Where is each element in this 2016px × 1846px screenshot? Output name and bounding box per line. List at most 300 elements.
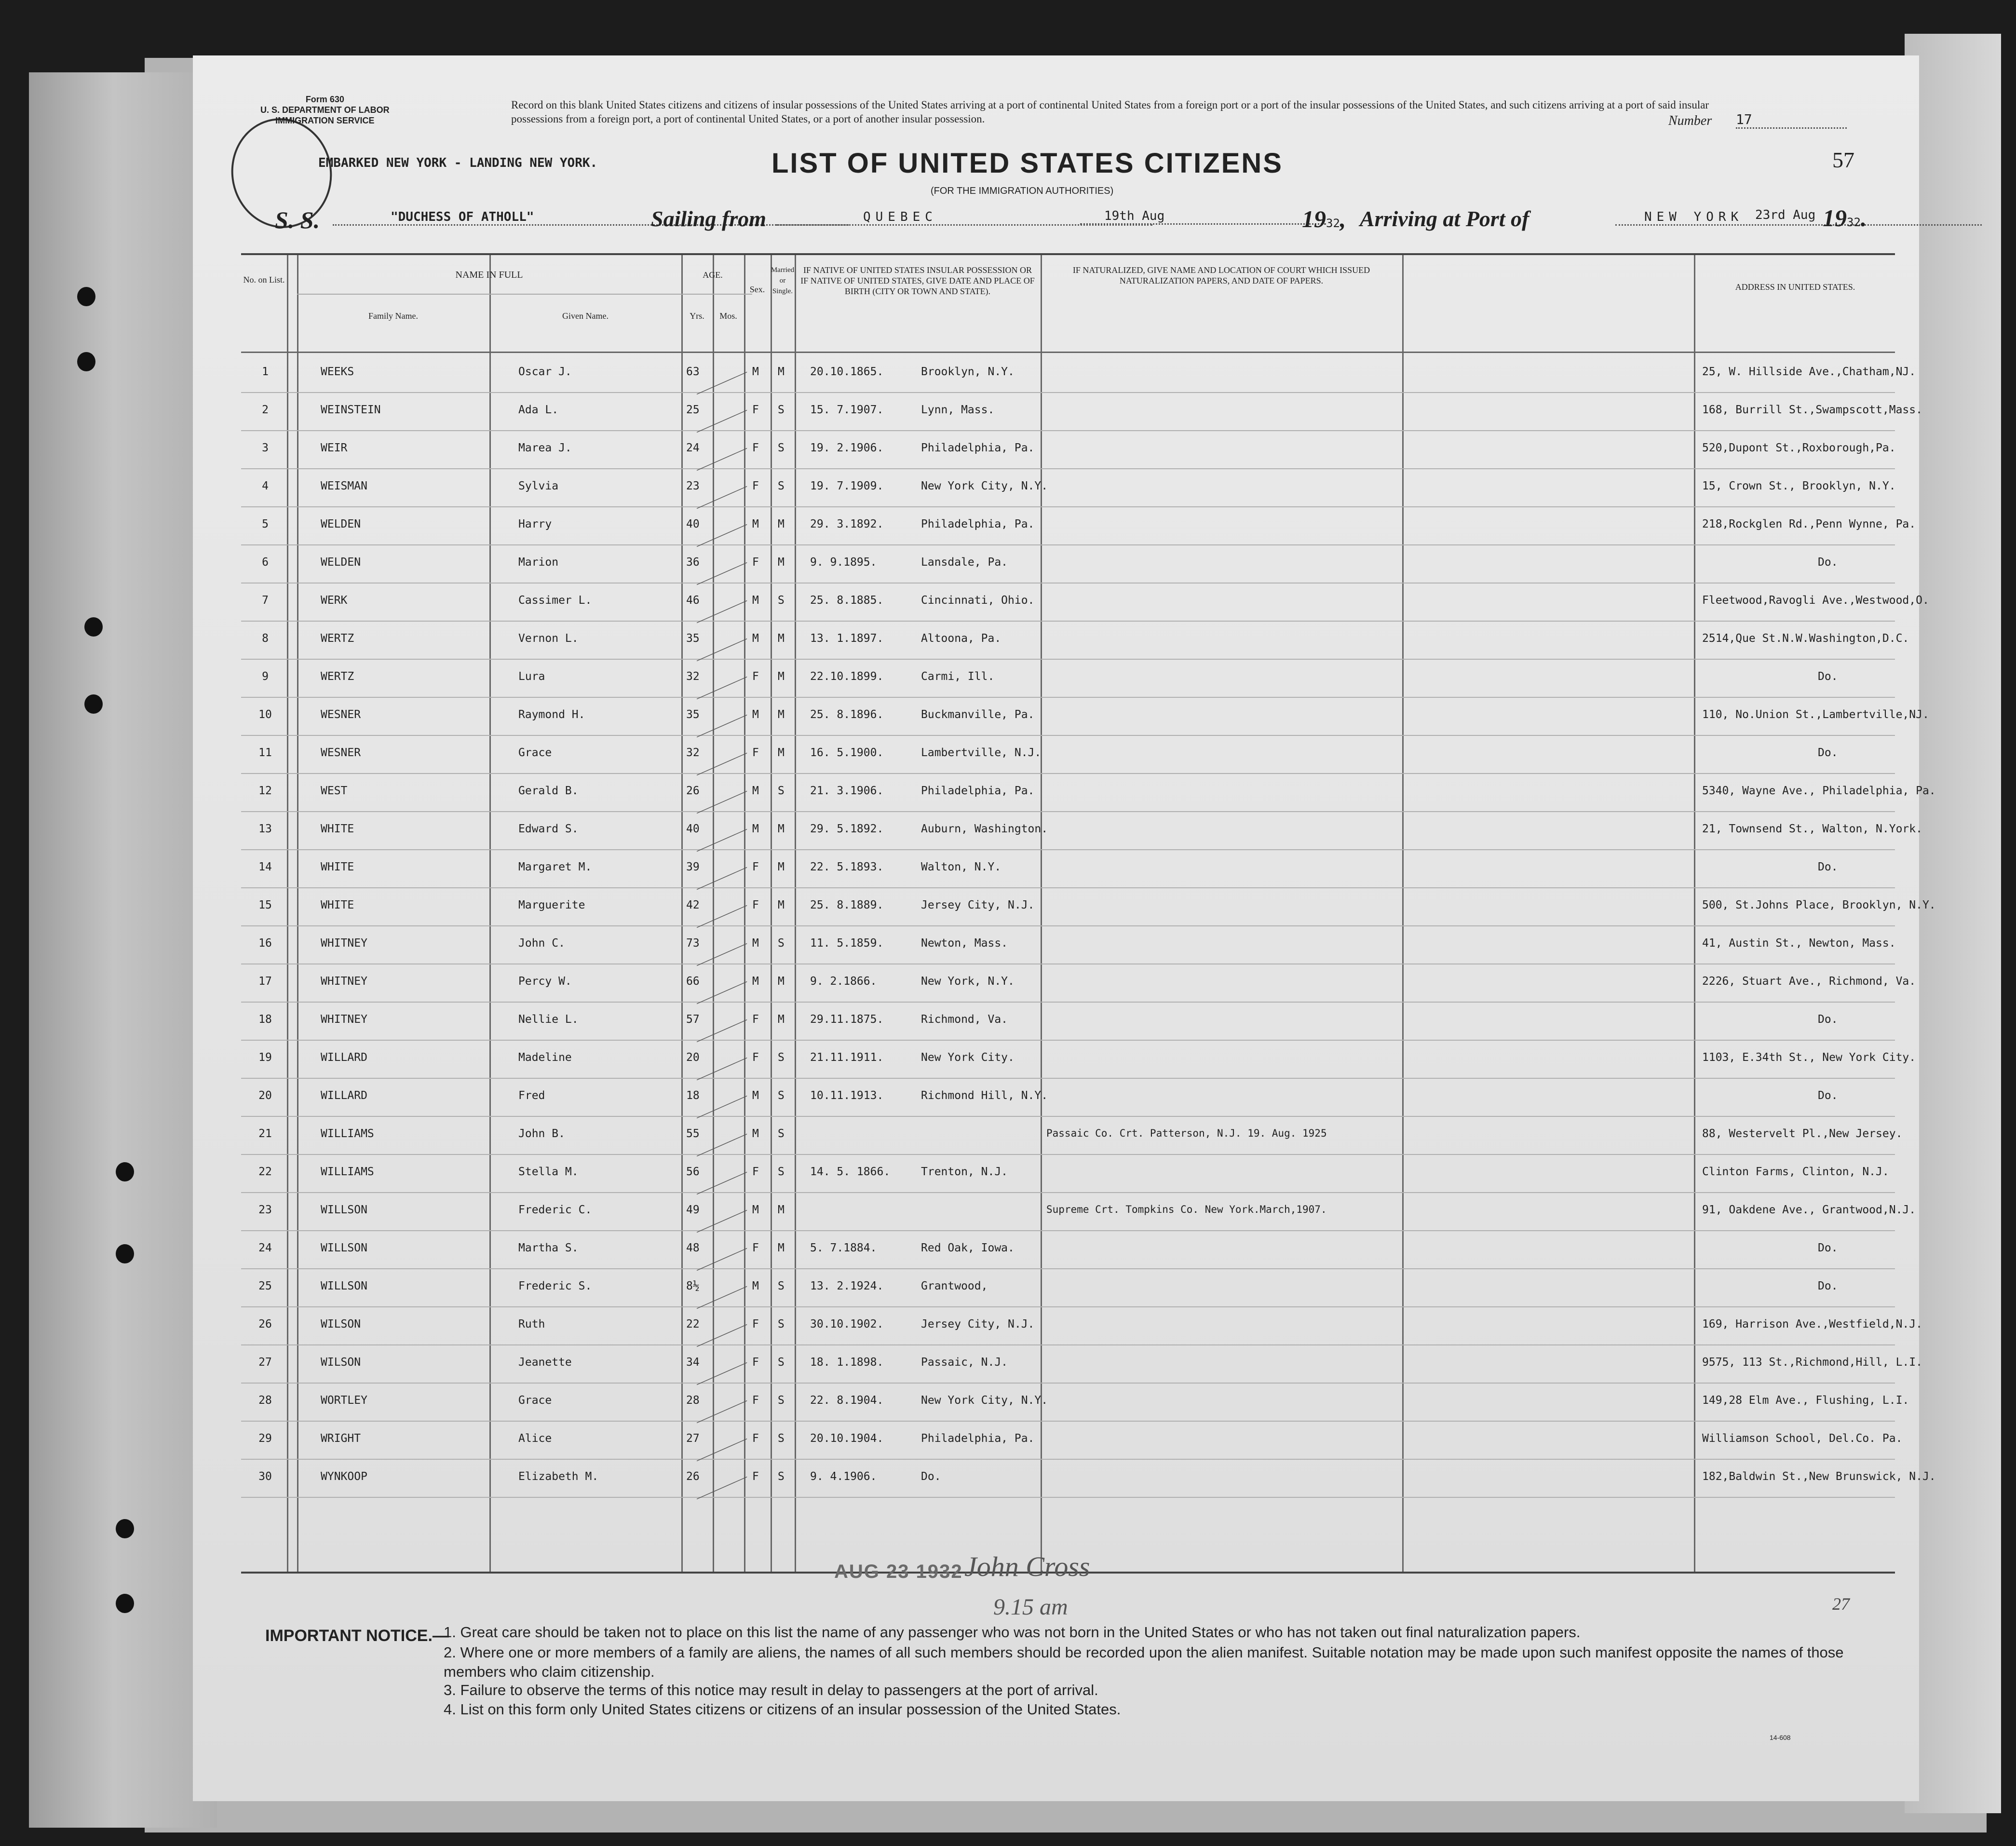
table-row	[241, 1230, 1895, 1269]
col-mos: Mos.	[719, 311, 737, 321]
cell-family: WYNKOOP	[321, 1470, 367, 1483]
cell-family: WEST	[321, 785, 348, 797]
cell-date: 29.11.1875.	[810, 1013, 884, 1026]
tick-mark	[697, 1381, 750, 1423]
manifest-page	[193, 55, 1936, 1801]
arrival-year-suffix: 32	[1847, 216, 1861, 229]
cell-sex: M	[752, 1280, 759, 1292]
cell-place: Lambertville, N.J.	[921, 747, 1042, 759]
cell-date: 10.11.1913.	[810, 1089, 884, 1102]
cell-sex: F	[752, 1470, 759, 1483]
cell-given: Elizabeth M.	[518, 1470, 599, 1483]
sailing-port: QUEBEC	[776, 210, 1152, 226]
cell-place: Brooklyn, N.Y.	[921, 366, 1015, 378]
cell-date: 22. 8.1904.	[810, 1394, 884, 1407]
cell-place: Lynn, Mass.	[921, 404, 995, 416]
cell-given: Madeline	[518, 1051, 572, 1064]
cell-ms: M	[778, 708, 785, 721]
cell-place: Grantwood,	[921, 1280, 988, 1292]
table-row	[241, 430, 1895, 469]
cell-addr: Do.	[1818, 747, 1838, 759]
cell-addr: 88, Westervelt Pl.,New Jersey.	[1702, 1127, 1903, 1140]
cell-no: 12	[258, 785, 272, 797]
table-row	[241, 506, 1916, 545]
table-row	[241, 1002, 1895, 1041]
cell-addr: Do.	[1818, 670, 1838, 683]
tick-mark	[697, 847, 750, 890]
cell-place: Lansdale, Pa.	[921, 556, 1008, 569]
cell-ms: M	[778, 899, 785, 911]
cell-age: 48	[686, 1242, 700, 1254]
cell-place: Do.	[921, 1470, 941, 1483]
tick-mark	[697, 466, 750, 509]
cell-no: 4	[262, 480, 269, 492]
cell-no: 18	[258, 1013, 272, 1026]
col-birth: IF NATIVE OF UNITED STATES INSULAR POSSESSION OR IF NATIVE OF UNITED STATES, GIVE DATE AND PLACE OF BIRTH (CITY OR TOWN AND STATE).	[800, 265, 1035, 296]
cell-family: WILSON	[321, 1318, 361, 1330]
tick-mark	[697, 1152, 750, 1194]
cell-family: WILLSON	[321, 1242, 367, 1254]
cell-addr: Do.	[1818, 861, 1838, 873]
tick-mark	[697, 1000, 750, 1042]
cell-ms: S	[778, 785, 785, 797]
cell-ms: M	[778, 823, 785, 835]
passenger-table	[241, 253, 1936, 1574]
cell-family: WERTZ	[321, 632, 354, 645]
cell-ms: S	[778, 1089, 785, 1102]
cell-no: 20	[258, 1089, 272, 1102]
table-row	[241, 468, 1895, 507]
cell-sex: F	[752, 670, 759, 683]
notice-item-4: 4. List on this form only United States citizens or citizens of an insular possession of the United States.	[444, 1701, 1121, 1718]
cell-given: Marguerite	[518, 899, 585, 911]
cell-given: Martha S.	[518, 1242, 579, 1254]
table-row	[241, 1421, 1903, 1460]
table-row	[241, 1344, 1922, 1384]
cell-family: WEIR	[321, 442, 348, 454]
arrival-year: 1932.	[1823, 204, 1867, 231]
table-row	[241, 887, 1936, 926]
cell-addr: 41, Austin St., Newton, Mass.	[1702, 937, 1896, 950]
col-married: Married or Single.	[771, 266, 795, 295]
cell-date: 15. 7.1907.	[810, 404, 884, 416]
cell-place: Philadelphia, Pa.	[921, 442, 1035, 454]
col-naturalized: IF NATURALIZED, GIVE NAME AND LOCATION OF COURT WHICH ISSUED NATURALIZATION PAPERS, AND DATE OF PAPERS.	[1072, 265, 1370, 285]
cell-sex: F	[752, 1242, 759, 1254]
cell-sex: M	[752, 975, 759, 988]
cell-no: 14	[258, 861, 272, 873]
cell-no: 22	[258, 1166, 272, 1178]
cell-addr: 1103, E.34th St., New York City.	[1702, 1051, 1916, 1064]
sailing-label: Sailing from	[651, 206, 767, 231]
punch-hole	[116, 1244, 134, 1263]
cell-family: WERK	[321, 594, 348, 607]
arriving-label-text: Arriving at Port of	[1360, 206, 1529, 231]
punch-hole	[116, 1162, 134, 1181]
cell-ms: S	[778, 404, 785, 416]
tick-mark	[697, 1419, 750, 1461]
cell-age: 32	[686, 747, 700, 759]
cell-ms: S	[778, 1318, 785, 1330]
cell-age: 40	[686, 518, 700, 530]
notice-item-3: 3. Failure to observe the terms of this notice may result in delay to passengers at the port of arrival.	[444, 1682, 1098, 1698]
cell-date: 22. 5.1893.	[810, 861, 884, 873]
cell-sex: F	[752, 899, 759, 911]
cell-age: 34	[686, 1356, 700, 1369]
cell-age: 46	[686, 594, 700, 607]
cell-place: New York City.	[921, 1051, 1015, 1064]
cell-date: 19. 7.1909.	[810, 480, 884, 492]
cell-addr: Clinton Farms, Clinton, N.J.	[1702, 1166, 1889, 1178]
cell-given: Raymond H.	[518, 708, 585, 721]
cell-sex: M	[752, 937, 759, 950]
cell-place: Altoona, Pa.	[921, 632, 1001, 645]
tick-mark	[697, 543, 750, 585]
table-row	[241, 1192, 1916, 1231]
tick-mark	[697, 923, 750, 966]
cell-addr: Do.	[1818, 1013, 1838, 1026]
cell-addr: Williamson School, Del.Co. Pa.	[1702, 1432, 1903, 1445]
table-row	[241, 735, 1895, 774]
cell-no: 16	[258, 937, 272, 950]
cell-addr: 25, W. Hillside Ave.,Chatham,NJ.	[1702, 366, 1916, 378]
cell-addr: 169, Harrison Ave.,Westfield,N.J.	[1702, 1318, 1922, 1330]
sailing-year-prefix: 19	[1302, 205, 1326, 232]
cell-age: 26	[686, 1470, 700, 1483]
cell-sex: F	[752, 1394, 759, 1407]
service-name: IMMIGRATION SERVICE	[275, 116, 375, 125]
cell-no: 27	[258, 1356, 272, 1369]
cell-family: WEEKS	[321, 366, 354, 378]
cell-date: 11. 5.1859.	[810, 937, 884, 950]
page-mark: 27	[1832, 1594, 1850, 1614]
cell-family: WHITE	[321, 823, 354, 835]
cell-date: 20.10.1904.	[810, 1432, 884, 1445]
cell-given: Fred	[518, 1089, 545, 1102]
cell-family: WILLARD	[321, 1089, 367, 1102]
col-family: Family Name.	[368, 311, 418, 321]
table-row	[241, 964, 1916, 1003]
tick-mark	[697, 1228, 750, 1271]
tick-mark	[697, 504, 750, 547]
cell-no: 30	[258, 1470, 272, 1483]
page-title: LIST OF UNITED STATES CITIZENS	[771, 148, 1283, 179]
cell-ms: S	[778, 1394, 785, 1407]
cell-addr: 218,Rockglen Rd.,Penn Wynne, Pa.	[1702, 518, 1916, 530]
cell-given: Gerald B.	[518, 785, 579, 797]
cell-ms: S	[778, 1280, 785, 1292]
cell-place: Walton, N.Y.	[921, 861, 1001, 873]
tick-mark	[697, 1190, 750, 1233]
number-label: Number	[1668, 113, 1712, 128]
col-sex: Sex.	[749, 285, 765, 294]
cell-family: WRIGHT	[321, 1432, 361, 1445]
cell-no: 2	[262, 404, 269, 416]
cell-addr: 91, Oakdene Ave., Grantwood,N.J.	[1702, 1204, 1916, 1216]
ss-label: S. S.	[275, 206, 320, 233]
embarked-line: EMBARKED NEW YORK - LANDING NEW YORK.	[318, 156, 598, 170]
cell-age: 22	[686, 1318, 700, 1330]
table-row	[241, 1268, 1895, 1307]
cell-given: Oscar J.	[518, 366, 572, 378]
cell-addr: 9575, 113 St.,Richmond,Hill, L.I.	[1702, 1356, 1922, 1369]
cell-family: WHITE	[321, 899, 354, 911]
tick-mark	[697, 771, 750, 814]
cell-no: 8	[262, 632, 269, 645]
cell-family: WELDEN	[321, 556, 361, 569]
cell-addr: 2226, Stuart Ave., Richmond, Va.	[1702, 975, 1916, 988]
cell-sex: F	[752, 861, 759, 873]
table-row	[241, 392, 1922, 431]
cell-given: Stella M.	[518, 1166, 579, 1178]
cell-date: 29. 3.1892.	[810, 518, 884, 530]
page-subtitle: (FOR THE IMMIGRATION AUTHORITIES)	[931, 186, 1114, 196]
tick-mark	[697, 390, 750, 433]
cell-given: Marion	[518, 556, 559, 569]
punch-hole	[116, 1519, 134, 1538]
cell-family: WESNER	[321, 708, 361, 721]
cell-sex: F	[752, 1051, 759, 1064]
cell-age: 35	[686, 708, 700, 721]
cell-ms: M	[778, 556, 785, 569]
cell-date: 13. 2.1924.	[810, 1280, 884, 1292]
cell-age: 49	[686, 1204, 700, 1216]
punch-hole	[77, 287, 95, 306]
cell-nat: Supreme Crt. Tompkins Co. New York.March,1907.	[1046, 1204, 1327, 1215]
cell-given: Sylvia	[518, 480, 559, 492]
cell-family: WILLIAMS	[321, 1127, 374, 1140]
cell-sex: M	[752, 708, 759, 721]
form-code: 14-608	[1770, 1734, 1791, 1741]
table-row	[241, 1306, 1922, 1345]
col-no: No. on List.	[243, 275, 285, 285]
cell-ms: S	[778, 1470, 785, 1483]
cell-given: Frederic C.	[518, 1204, 592, 1216]
cell-place: Philadelphia, Pa.	[921, 785, 1035, 797]
tick-mark	[697, 657, 750, 699]
punch-hole	[116, 1594, 134, 1613]
cell-given: Margaret M.	[518, 861, 592, 873]
cell-place: Jersey City, N.J.	[921, 1318, 1035, 1330]
arrival-port: NEW YORK	[1615, 210, 1982, 226]
cell-given: Jeanette	[518, 1356, 572, 1369]
cell-given: Edward S.	[518, 823, 579, 835]
table-row	[241, 354, 1916, 393]
cell-age: 39	[686, 861, 700, 873]
cell-age: 56	[686, 1166, 700, 1178]
cell-no: 11	[258, 747, 272, 759]
cell-sex: F	[752, 404, 759, 416]
cell-date: 5. 7.1884.	[810, 1242, 877, 1254]
cell-no: 10	[258, 708, 272, 721]
cell-place: New York City, N.Y.	[921, 1394, 1048, 1407]
cell-given: Lura	[518, 670, 545, 683]
punch-hole	[84, 617, 103, 637]
tick-mark	[697, 962, 750, 1004]
table-row	[241, 697, 1929, 736]
cell-age: 66	[686, 975, 700, 988]
sailing-year-suffix: 32	[1326, 217, 1340, 230]
cell-date: 13. 1.1897.	[810, 632, 884, 645]
sailing-year: 1932,	[1302, 205, 1346, 232]
cell-date: 9. 2.1866.	[810, 975, 877, 988]
tick-mark	[697, 885, 750, 928]
table-row	[241, 1383, 1909, 1422]
cell-ms: M	[778, 1242, 785, 1254]
cell-sex: M	[752, 518, 759, 530]
tick-mark	[697, 1076, 750, 1118]
cell-sex: M	[752, 785, 759, 797]
cell-sex: F	[752, 1166, 759, 1178]
cell-given: Harry	[518, 518, 552, 530]
cell-sex: M	[752, 823, 759, 835]
page-number: 57	[1832, 148, 1854, 172]
cell-family: WHITNEY	[321, 1013, 367, 1026]
cell-given: Ada L.	[518, 404, 559, 416]
cell-place: Buckmanville, Pa.	[921, 708, 1035, 721]
cell-place: Cincinnati, Ohio.	[921, 594, 1035, 607]
tick-mark	[697, 619, 750, 661]
cell-place: Jersey City, N.J.	[921, 899, 1035, 911]
table-row	[241, 849, 1895, 888]
cell-family: WILLARD	[321, 1051, 367, 1064]
cell-ms: M	[778, 1204, 785, 1216]
cell-given: Grace	[518, 747, 552, 759]
cell-no: 3	[262, 442, 269, 454]
cell-date: 16. 5.1900.	[810, 747, 884, 759]
cell-family: WEINSTEIN	[321, 404, 381, 416]
cell-sex: M	[752, 366, 759, 378]
tick-mark	[697, 1304, 750, 1347]
cell-ms: M	[778, 632, 785, 645]
table-row	[241, 1040, 1916, 1079]
cell-ms: M	[778, 975, 785, 988]
cell-addr: Do.	[1818, 1242, 1838, 1254]
cell-place: Carmi, Ill.	[921, 670, 995, 683]
cell-date: 25. 8.1885.	[810, 594, 884, 607]
table-row	[241, 1154, 1895, 1193]
arrival-year-prefix: 19	[1823, 204, 1847, 231]
cell-family: WORTLEY	[321, 1394, 367, 1407]
arriving-label	[1360, 206, 1529, 231]
underlying-sheet-left	[29, 72, 217, 1828]
cell-date: 14. 5. 1866.	[810, 1166, 891, 1178]
table-row	[241, 621, 1909, 660]
cell-given: Frederic S.	[518, 1280, 592, 1292]
header-bottom	[241, 352, 1895, 353]
cell-sex: F	[752, 1432, 759, 1445]
cell-ms: M	[778, 747, 785, 759]
cell-age: 20	[686, 1051, 700, 1064]
cell-family: WILLIAMS	[321, 1166, 374, 1178]
tick-mark	[697, 733, 750, 775]
cell-addr: 520,Dupont St.,Roxborough,Pa.	[1702, 442, 1896, 454]
cell-age: 63	[686, 366, 700, 378]
cell-ms: M	[778, 861, 785, 873]
cell-age: 32	[686, 670, 700, 683]
table-row	[241, 583, 1929, 622]
table-row	[241, 811, 1922, 850]
cell-place: Richmond Hill, N.Y.	[921, 1089, 1048, 1102]
tick-mark	[697, 809, 750, 852]
cell-no: 23	[258, 1204, 272, 1216]
cell-addr: Fleetwood,Ravogli Ave.,Westwood,O.	[1702, 594, 1929, 607]
cell-family: WILLSON	[321, 1280, 367, 1292]
tick-mark	[697, 1038, 750, 1080]
cell-place: New York, N.Y.	[921, 975, 1015, 988]
cell-date: 9. 9.1895.	[810, 556, 877, 569]
cell-given: Alice	[518, 1432, 552, 1445]
form-number: Form 630	[305, 95, 344, 104]
cell-family: WILLSON	[321, 1204, 367, 1216]
cell-age: 23	[686, 480, 700, 492]
cell-place: Auburn, Washington.	[921, 823, 1048, 835]
cell-sex: F	[752, 1318, 759, 1330]
cell-no: 19	[258, 1051, 272, 1064]
cell-addr: 2514,Que St.N.W.Washington,D.C.	[1702, 632, 1909, 645]
cell-ms: M	[778, 1013, 785, 1026]
cell-age: 8½	[686, 1280, 700, 1292]
cell-ms: S	[778, 594, 785, 607]
cell-family: WELDEN	[321, 518, 361, 530]
cell-date: 21. 3.1906.	[810, 785, 884, 797]
form-identifier	[260, 94, 390, 126]
cell-no: 15	[258, 899, 272, 911]
cell-no: 26	[258, 1318, 272, 1330]
cell-date: 19. 2.1906.	[810, 442, 884, 454]
cell-date: 25. 8.1896.	[810, 708, 884, 721]
notice-item-2: 2. Where one or more members of a family are aliens, the names of all such members should be recorded upon the alien manifest. Suitable notation may be made upon such manifest opposite the names of those members who claim citizenship.	[444, 1644, 1844, 1680]
cell-addr: 168, Burrill St.,Swampscott,Mass.	[1702, 404, 1922, 416]
cell-sex: M	[752, 1089, 759, 1102]
cell-ms: S	[778, 1051, 785, 1064]
cell-no: 29	[258, 1432, 272, 1445]
cell-sex: M	[752, 1204, 759, 1216]
signature-time: 9.15 am	[993, 1594, 1068, 1620]
cell-place: Passaic, N.J.	[921, 1356, 1008, 1369]
intro-text: Record on this blank United States citizens and citizens of insular possessions of the United States arriving at a port of continental United States from a foreign port or a port of the insular possessions of the United States, and such citizens arriving at a port of said insular possessions from a foreign port, a port of continental United States, or a port of another insular possession.	[511, 99, 1709, 125]
cell-age: 42	[686, 899, 700, 911]
cell-sex: M	[752, 632, 759, 645]
col-address: ADDRESS IN UNITED STATES.	[1735, 282, 1855, 292]
cell-place: Richmond, Va.	[921, 1013, 1008, 1026]
cell-place: New York City, N.Y.	[921, 480, 1048, 492]
tick-mark	[697, 1343, 750, 1385]
cell-ms: M	[778, 366, 785, 378]
cell-ms: S	[778, 1166, 785, 1178]
cell-sex: M	[752, 1127, 759, 1140]
cell-no: 17	[258, 975, 272, 988]
cell-age: 26	[686, 785, 700, 797]
notice-heading: IMPORTANT NOTICE.—	[265, 1627, 449, 1645]
table-row	[241, 925, 1895, 964]
cell-ms: S	[778, 1432, 785, 1445]
table-row	[241, 544, 1895, 584]
cell-age: 73	[686, 937, 700, 950]
cell-family: WHITE	[321, 861, 354, 873]
cell-place: Philadelphia, Pa.	[921, 518, 1035, 530]
tick-mark	[697, 1457, 750, 1499]
cell-no: 25	[258, 1280, 272, 1292]
tick-mark	[697, 1266, 750, 1309]
arrival-date: 23rd Aug	[1755, 208, 1816, 222]
cell-date: 21.11.1911.	[810, 1051, 884, 1064]
cell-sex: F	[752, 480, 759, 492]
cell-given: Nellie L.	[518, 1013, 579, 1026]
col-age: AGE.	[703, 270, 723, 280]
inspector-signature: John Cross	[964, 1551, 1090, 1582]
cell-nat: Passaic Co. Crt. Patterson, N.J. 19. Aug. 1925	[1046, 1127, 1327, 1139]
